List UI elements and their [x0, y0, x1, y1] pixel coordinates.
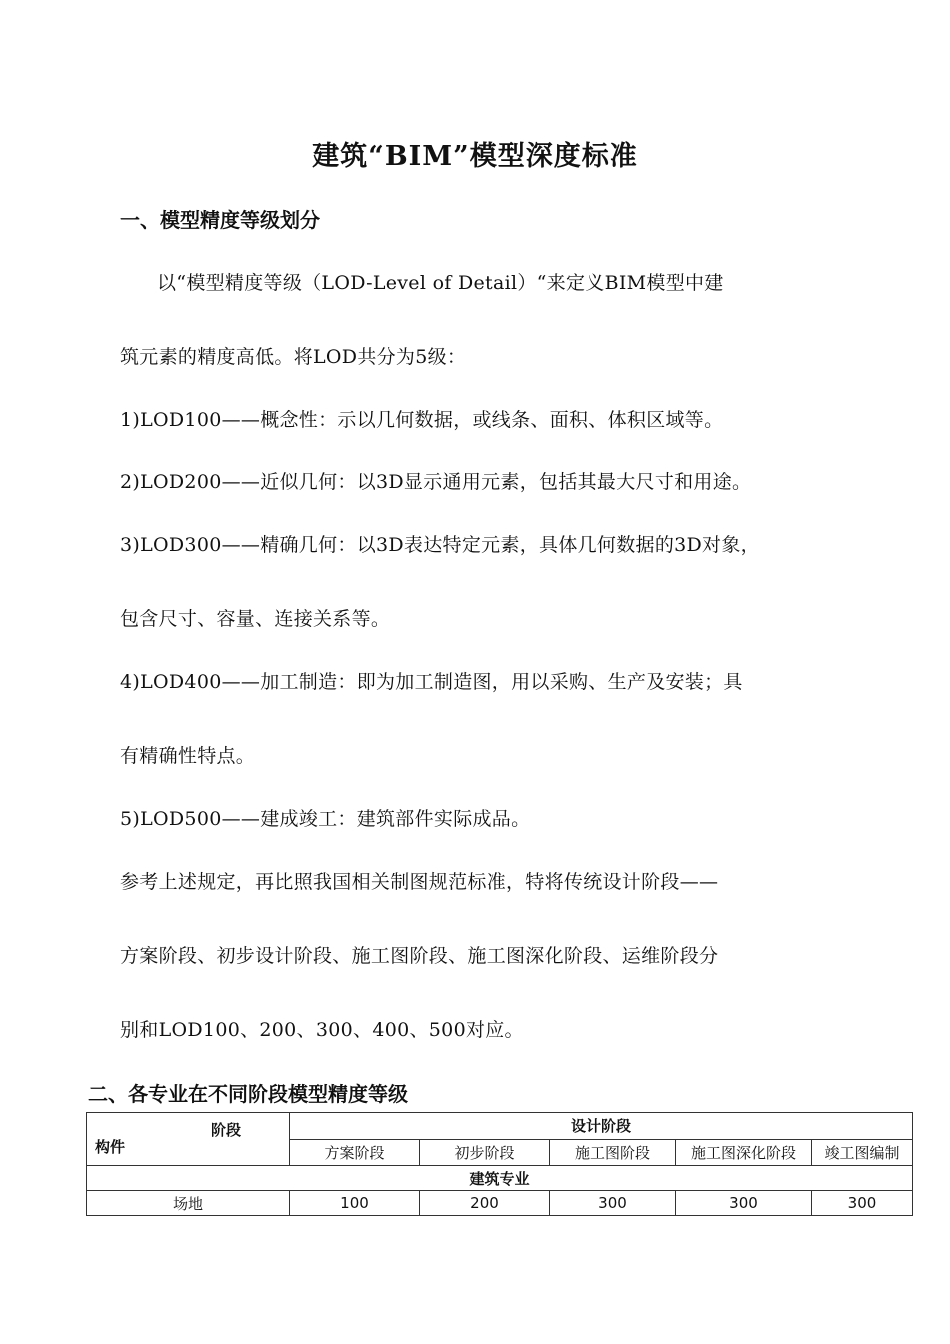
lod300-line-2: 包含尺寸、容量、连接关系等。: [120, 608, 391, 630]
stage-header: 初步阶段: [420, 1139, 550, 1166]
lod-value: 200: [420, 1191, 550, 1216]
section2-heading: 二、各专业在不同阶段模型精度等级: [88, 1082, 408, 1106]
stage-header: 施工图深化阶段: [676, 1139, 812, 1166]
stage-header: 方案阶段: [290, 1139, 420, 1166]
stage-header: 施工图阶段: [550, 1139, 676, 1166]
stage-label: 阶段: [210, 1121, 241, 1139]
reference-line-2: 方案阶段、初步设计阶段、施工图阶段、施工图深化阶段、运维阶段分: [120, 945, 719, 967]
lod200-text: 2)LOD200——近似几何：以3D显示通用元素，包括其最大尺寸和用途。: [120, 471, 752, 493]
stage-header: 竣工图编制: [812, 1139, 913, 1166]
section1-heading: 一、模型精度等级划分: [120, 208, 320, 232]
table-corner-cell: [87, 1113, 290, 1166]
lod300-line-1: 3)LOD300——精确几何：以3D表达特定元素，具体几何数据的3D对象，: [120, 534, 760, 556]
lod100-text: 1)LOD100——概念性：示以几何数据，或线条、面积、体积区域等。: [120, 409, 724, 431]
document-title: 建筑“BIM”模型深度标准: [312, 141, 638, 172]
reference-line-1: 参考上述规定，再比照我国相关制图规范标准，特将传统设计阶段——: [120, 871, 719, 893]
component-label: 构件: [95, 1138, 126, 1156]
lod500-text: 5)LOD500——建成竣工：建筑部件实际成品。: [120, 808, 531, 830]
lod-value: 300: [550, 1191, 676, 1216]
lod-value: 300: [812, 1191, 913, 1216]
design-stage-header: 设计阶段: [290, 1113, 913, 1140]
lod-value: 100: [290, 1191, 420, 1216]
lod-table: [86, 1112, 913, 1216]
table-header-row: [87, 1113, 913, 1140]
discipline-label: 建筑专业: [87, 1166, 913, 1191]
discipline-row: [87, 1166, 913, 1191]
table-row: [87, 1191, 913, 1216]
lod400-line-2: 有精确性特点。: [120, 745, 256, 767]
intro-line-2: 筑元素的精度高低。将LOD共分为5级：: [120, 346, 467, 368]
intro-line-1: 以“模型精度等级（LOD-Level of Detail）“来定义BIM模型中建: [157, 272, 724, 294]
lod-value: 300: [676, 1191, 812, 1216]
lod400-line-1: 4)LOD400——加工制造：即为加工制造图，用以采购、生产及安装；具: [120, 671, 743, 693]
component-name: 场地: [87, 1191, 290, 1216]
reference-line-3: 别和LOD100、200、300、400、500对应。: [120, 1019, 524, 1041]
